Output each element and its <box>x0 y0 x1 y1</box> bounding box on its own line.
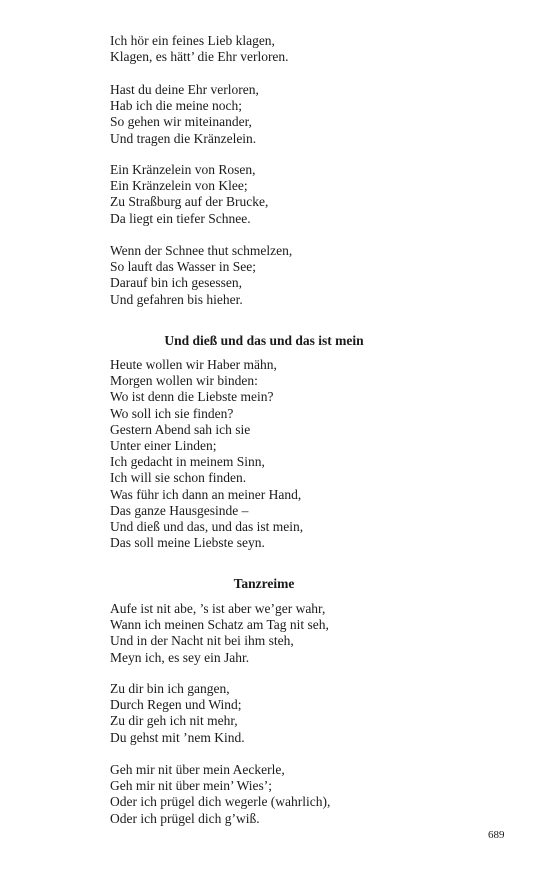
verse-line: Hast du deine Ehr verloren, <box>110 82 259 97</box>
verse-line: Wo soll ich sie finden? <box>110 405 234 421</box>
verse-line: Klagen, es hätt’ die Ehr verloren. <box>110 49 289 65</box>
verse-line: Gestern Abend sah ich sie <box>110 421 251 437</box>
verse-line: Und in der Nacht nit bei ihm steh, <box>110 633 294 649</box>
poem1-stanza-4 <box>110 243 292 308</box>
verse-line: So lauft das Wasser in See; <box>110 259 257 275</box>
verse-line: Aufe ist nit abe, ’s ist aber we’ger wahr, <box>110 601 326 616</box>
verse-line: Morgen wollen wir binden: <box>110 373 258 389</box>
verse-line: Hab ich die meine noch; <box>110 98 242 114</box>
verse-line: Zu dir geh ich nit mehr, <box>110 713 238 729</box>
poem1-stanza-3 <box>110 162 268 227</box>
verse-line: Meyn ich, es sey ein Jahr. <box>110 649 250 665</box>
verse-line: Darauf bin ich gesessen, <box>110 275 242 291</box>
poem-title: Und dieß und das und das ist mein <box>164 333 364 348</box>
verse-line: Heute wollen wir Haber mähn, <box>110 357 277 372</box>
verse-line: Das soll meine Liebste seyn. <box>110 535 265 551</box>
verse-line: Geh mir nit über mein’ Wies’; <box>110 778 273 794</box>
verse-line: Zu Straßburg auf der Brucke, <box>110 194 269 210</box>
verse-line: Unter einer Linden; <box>110 438 217 454</box>
poem2-body <box>110 357 303 551</box>
verse-line: So gehen wir miteinander, <box>110 114 252 130</box>
verse-line: Wann ich meinen Schatz am Tag nit seh, <box>110 617 329 633</box>
poem3-stanza-3 <box>110 762 330 827</box>
verse-line: Ich hör ein feines Lieb klagen, <box>110 33 275 48</box>
poem3-stanza-2 <box>110 681 245 746</box>
verse-line: Da liegt ein tiefer Schnee. <box>110 210 251 226</box>
poem1-stanza-1 <box>110 33 289 65</box>
verse-line: Das ganze Hausgesinde – <box>110 502 249 518</box>
verse-line: Oder ich prügel dich g’wiß. <box>110 810 260 826</box>
verse-line: Oder ich prügel dich wegerle (wahrlich), <box>110 794 331 810</box>
verse-line: Zu dir bin ich gangen, <box>110 681 230 696</box>
page-number: 689 <box>488 829 505 841</box>
verse-line: Und dieß und das, und das ist mein, <box>110 519 304 535</box>
verse-line: Durch Regen und Wind; <box>110 697 242 713</box>
verse-line: Und tragen die Kränzelein. <box>110 130 257 146</box>
verse-line: Geh mir nit über mein Aeckerle, <box>110 762 285 777</box>
verse-line: Ein Kränzelein von Klee; <box>110 178 248 194</box>
poem-title: Tanzreime <box>233 576 295 591</box>
verse-line: Ein Kränzelein von Rosen, <box>110 162 256 177</box>
verse-line: Und gefahren bis hieher. <box>110 291 243 307</box>
poem3-stanza-1 <box>110 601 329 666</box>
verse-line: Ich will sie schon finden. <box>110 470 247 486</box>
verse-line: Ich gedacht in meinem Sinn, <box>110 454 265 470</box>
verse-line: Wo ist denn die Liebste mein? <box>110 389 274 405</box>
verse-line: Wenn der Schnee thut schmelzen, <box>110 243 293 258</box>
verse-line: Du gehst mit ’nem Kind. <box>110 729 245 745</box>
verse-line: Was führ ich dann an meiner Hand, <box>110 486 302 502</box>
poem1-stanza-2 <box>110 82 259 147</box>
